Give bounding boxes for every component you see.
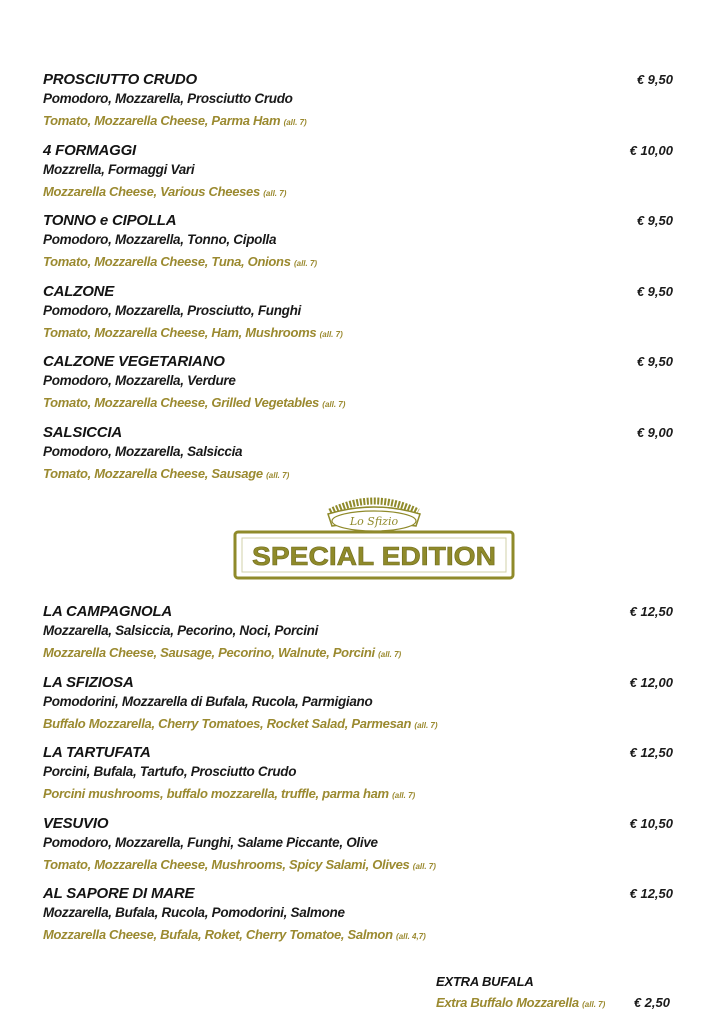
- allergen-note: (all. 7): [378, 650, 402, 659]
- item-name: VESUVIO: [43, 815, 109, 832]
- item-ingredients-it: Pomodoro, Mozzarella, Prosciutto, Funghi: [43, 303, 302, 318]
- item-ingredients-it: Pomodoro, Mozzarella, Prosciutto Crudo: [43, 91, 293, 106]
- badge-title: SPECIAL EDITION: [252, 541, 496, 571]
- item-price: € 9,50: [636, 213, 673, 228]
- item-name: PROSCIUTTO CRUDO: [43, 71, 198, 88]
- menu-item-al-sapore-di-mare: [43, 884, 673, 946]
- item-name: CALZONE: [43, 283, 115, 300]
- extra-price: € 2,50: [633, 995, 670, 1010]
- menu-item-vesuvio: [43, 814, 673, 876]
- item-ingredients-en: Tomato, Mozzarella Cheese, Mushrooms, Spicy Salami, Olives (all. 7): [43, 857, 436, 872]
- item-ingredients-en: Mozzarella Cheese, Sausage, Pecorino, Walnute, Porcini (all. 7): [43, 645, 402, 660]
- allergen-note: (all. 7): [412, 862, 436, 871]
- allergen-note: (all. 7): [414, 721, 438, 730]
- allergen-note: (all. 7): [392, 791, 416, 800]
- item-name: 4 FORMAGGI: [43, 142, 137, 159]
- allergen-note: (all. 7): [322, 400, 346, 409]
- item-ingredients-en: Tomato, Mozzarella Cheese, Tuna, Onions (all. 7): [43, 254, 318, 269]
- item-price: € 12,50: [629, 886, 673, 901]
- item-ingredients-it: Pomodoro, Mozzarella, Salsiccia: [43, 444, 243, 459]
- item-price: € 12,50: [629, 604, 673, 619]
- item-name: LA CAMPAGNOLA: [43, 603, 173, 620]
- menu-item-calzone-vegetariano: [43, 352, 673, 414]
- item-ingredients-en: Porcini mushrooms, buffalo mozzarella, truffle, parma ham (all. 7): [43, 786, 416, 801]
- allergen-note: (all. 7): [319, 330, 343, 339]
- allergen-note: (all. 7): [263, 189, 287, 198]
- item-ingredients-en: Buffalo Mozzarella, Cherry Tomatoes, Rocket Salad, Parmesan (all. 7): [43, 716, 438, 731]
- item-price: € 10,00: [629, 143, 673, 158]
- extra-bufala: [436, 972, 670, 1014]
- menu-item-calzone: [43, 282, 673, 344]
- extra-name: EXTRA BUFALA: [436, 974, 534, 989]
- menu-item-prosciutto-crudo: [43, 70, 673, 132]
- item-name: CALZONE VEGETARIANO: [43, 353, 225, 370]
- extra-description: Extra Buffalo Mozzarella (all. 7): [436, 995, 606, 1010]
- menu-item-salsiccia: [43, 423, 673, 485]
- item-name: AL SAPORE DI MARE: [43, 885, 195, 902]
- menu-item-la-sfiziosa: [43, 673, 673, 735]
- item-ingredients-en: Mozzarella Cheese, Bufala, Roket, Cherry Tomatoe, Salmon (all. 4,7): [43, 927, 426, 942]
- allergen-note: (all. 7): [293, 259, 318, 268]
- item-price: € 9,00: [636, 425, 673, 440]
- item-ingredients-it: Pomodoro, Mozzarella, Tonno, Cipolla: [43, 232, 277, 247]
- item-ingredients-en: Mozzarella Cheese, Various Cheeses (all. 7): [43, 184, 287, 199]
- item-name: TONNO e CIPOLLA: [43, 212, 177, 229]
- item-ingredients-en: Tomato, Mozzarella Cheese, Grilled Vegetables (all. 7): [43, 395, 346, 410]
- item-price: € 9,50: [636, 354, 673, 369]
- allergen-note: (all. 7): [266, 471, 290, 480]
- item-ingredients-it: Mozzarella, Bufala, Rucola, Pomodorini, Salmone: [43, 905, 345, 920]
- logo-text: Lo Sfizio: [349, 515, 399, 528]
- item-ingredients-it: Pomodorini, Mozzarella di Bufala, Rucola, Parmigiano: [43, 694, 373, 709]
- item-price: € 9,50: [636, 72, 673, 87]
- lo-sfizio-logo: [328, 501, 420, 531]
- menu-item-la-campagnola: [43, 602, 673, 664]
- menu-item-tonno-cipolla: [43, 211, 673, 273]
- item-ingredients-it: Porcini, Bufala, Tartufo, Prosciutto Crudo: [43, 764, 297, 779]
- item-name: LA TARTUFATA: [43, 744, 151, 761]
- allergen-note: (all. 7): [582, 1000, 606, 1009]
- item-ingredients-en: Tomato, Mozzarella Cheese, Parma Ham (all. 7): [43, 113, 307, 128]
- item-ingredients-en: Tomato, Mozzarella Cheese, Ham, Mushrooms (all. 7): [43, 325, 343, 340]
- item-price: € 12,50: [629, 745, 673, 760]
- item-ingredients-it: Pomodoro, Mozzarella, Verdure: [43, 373, 236, 388]
- special-edition-badge: [230, 492, 518, 584]
- item-ingredients-it: Mozzrella, Formaggi Vari: [43, 162, 195, 177]
- item-name: SALSICCIA: [43, 424, 123, 441]
- menu-item-la-tartufata: [43, 743, 673, 805]
- item-ingredients-en: Tomato, Mozzarella Cheese, Sausage (all. 7): [43, 466, 290, 481]
- item-name: LA SFIZIOSA: [43, 674, 134, 691]
- item-ingredients-it: Mozzarella, Salsiccia, Pecorino, Noci, Porcini: [43, 623, 319, 638]
- item-ingredients-it: Pomodoro, Mozzarella, Funghi, Salame Piccante, Olive: [43, 835, 378, 850]
- item-price: € 12,00: [629, 675, 673, 690]
- allergen-note: (all. 4,7): [396, 932, 426, 941]
- item-price: € 9,50: [636, 284, 673, 299]
- menu-item-4-formaggi: [43, 141, 673, 203]
- item-price: € 10,50: [629, 816, 673, 831]
- allergen-note: (all. 7): [283, 118, 307, 127]
